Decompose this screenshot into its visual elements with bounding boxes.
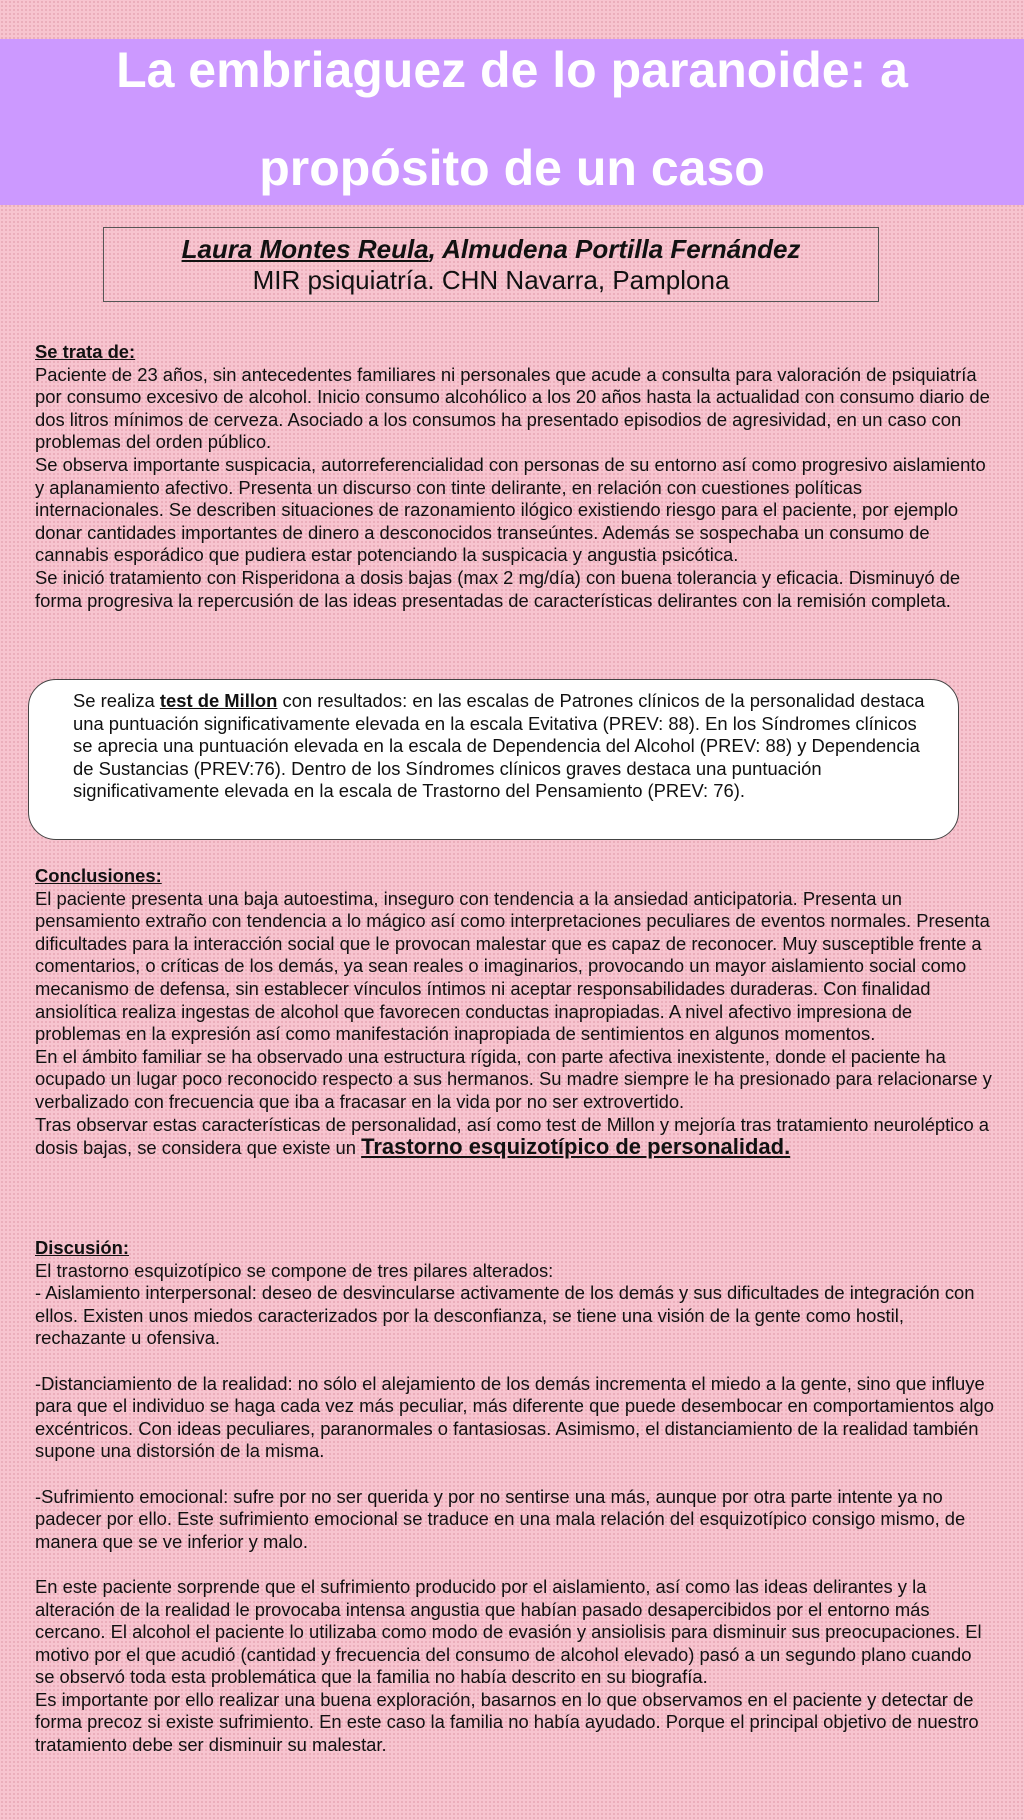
poster-title-line-2: propósito de un caso (259, 140, 765, 196)
paragraph-gap (35, 1350, 995, 1373)
discussion-pillar-1: - Aislamiento interpersonal: deseo de desvincularse activamente de los demás y sus dificultades de integración con ellos. Existen unos miedos caracterizados por la desconfianza, se tiene una visión de la gente como hostil, rechazante u ofensiva. (35, 1282, 975, 1349)
coauthor: Almudena Portilla Fernández (442, 234, 801, 264)
millon-prefix: Se realiza (73, 690, 160, 711)
paragraph-gap (35, 1463, 995, 1486)
millon-results-text (73, 690, 933, 803)
poster-title-line-1: La embriaguez de lo paranoide: a (116, 42, 908, 98)
paragraph-gap (35, 1553, 995, 1576)
conclusions-final-text: Tras observar estas características de personalidad, así como test de Millon y mejoría tras tratamiento neuroléptico a dosis bajas, se considera que existe un (35, 1113, 990, 1159)
conclusions-heading: Conclusiones: (35, 865, 162, 886)
millon-results-box (28, 679, 959, 840)
authors-names (104, 233, 878, 265)
main-author: Laura Montes Reula (181, 234, 429, 264)
discussion-heading: Discusión: (35, 1237, 130, 1258)
case-section (35, 341, 995, 612)
author-separator: , (428, 234, 443, 264)
authors-box (103, 227, 879, 302)
discussion-closing: Es importante por ello realizar una buena exploración, basarnos en lo que observamos en el paciente y detectar de forma precoz si existe sufrimiento. En este caso la familia no había ayudado. Porque el principal objetivo de nuestro tratamiento debe ser disminuir su malestar. (35, 1688, 979, 1756)
diagnosis: Trastorno esquizotípico de personalidad. (361, 1134, 791, 1160)
conclusions-paragraph: En el ámbito familiar se ha observado una estructura rígida, con parte afectiva inexistente, donde el paciente ha ocupado un lugar poco reconocido respecto a sus hermanos. Su madre siempre le ha presionado para relacionarse y verbalizado con frecuencia que iba a fracasar en la vida por no ser extrovertido. (35, 1045, 992, 1112)
discussion-section (35, 1237, 995, 1757)
case-paragraph: Se inició tratamiento con Risperidona a dosis bajas (max 2 mg/día) con buena tolerancia y eficacia. Disminuyó de forma progresiva la repercusión de las ideas presentadas de características delirantes con la remisión completa. (35, 566, 961, 611)
conclusions-paragraph: El paciente presenta una baja autoestima, inseguro con tendencia a la ansiedad anticipatoria. Presenta un pensamiento extraño con tendencia a lo mágico así como interpretaciones peculiares de eventos normales. Presenta dificultades para la interacción social que le provocan malestar que es capaz de reconocer. Muy susceptible frente a comentarios, o críticas de los demás, ya sean reales o imaginarios, provocando un mayor aislamiento social como mecanismo de defensa, sin establecer vínculos íntimos ni aceptar responsabilidades duraderas. Con finalidad ansiolítica realiza ingestas de alcohol que favorecen conductas inapropiadas. A nivel afectivo impresiona de problemas en la expresión así como manifestación inapropiada de sentimientos en algunos momentos. (35, 887, 990, 1045)
case-heading: Se trata de: (35, 341, 136, 362)
case-paragraph: Paciente de 23 años, sin antecedentes familiares ni personales que acude a consulta para valoración de psiquiatría por consumo excesivo de alcohol. Inicio consumo alcohólico a los 20 años hasta la actualidad con consumo diario de dos litros mínimos de cerveza. Asociado a los consumos ha presentado episodios de agresividad, en un caso con problemas del orden público. (35, 363, 990, 453)
conclusions-final (35, 1114, 995, 1160)
discussion-pillar-3: -Sufrimiento emocional: sufre por no ser querida y por no sentirse una más, aunque por otra parte intente ya no padecer por ello. Este sufrimiento emocional se traduce en una mala relación del esquizotípico consigo mismo, de manera que se ve inferior y malo. (35, 1485, 966, 1552)
discussion-patient: En este paciente sorprende que el sufrimiento producido por el aislamiento, así como las ideas delirantes y la alteración de la realidad le provocaba intensa angustia que habían pasado desapercibidos por el entorno más cercano. El alcohol el paciente lo utilizaba como modo de evasión y ansiolisis para disminuir sus preocupaciones. El motivo por el que acudió (cantidad y frecuencia del consumo de alcohol elevado) pasó a un segundo plano cuando se observó toda esta problemática que la familia no había descrito en su biografía. (35, 1575, 982, 1688)
discussion-pillar-2: -Distanciamiento de la realidad: no sólo el alejamiento de los demás incrementa el miedo a la gente, sino que influye para que el individuo se haga cada vez más peculiar, más diferente que puede desembocar en comportamientos algo excéntricos. Con ideas peculiares, paranormales o fantasiosas. Asimismo, el distanciamiento de la realidad también supone una distorsión de la misma. (35, 1372, 994, 1462)
discussion-intro: El trastorno esquizotípico se compone de tres pilares alterados: (35, 1259, 554, 1281)
millon-body: con resultados: en las escalas de Patrones clínicos de la personalidad destaca una puntuación significativamente elevada en la escala Evitativa (PREV: 88). En los Síndromes clínicos se aprecia una puntuación elevada en la escala de Dependencia del Alcohol (PREV: 88) y Dependencia de Sustancias (PREV:76). Dentro de los Síndromes clínicos graves destaca una puntuación significativamente elevada en la escala de Trastorno del Pensamiento (PREV: 76). (73, 690, 925, 802)
conclusions-section (35, 865, 995, 1160)
millon-test-name: test de Millon (159, 690, 278, 711)
case-paragraph: Se observa importante suspicacia, autorreferencialidad con personas de su entorno así como progresivo aislamiento y aplanamiento afectivo. Presenta un discurso con tinte delirante, en relación con cuestiones políticas internacionales. Se describen situaciones de razonamiento ilógico existiendo riesgo para el paciente, por ejemplo donar cantidades importantes de dinero a desconocidos transeúntes. Además se sospechaba un consumo de cannabis esporádico que pudiera estar potenciando la suspicacia y angustia psicótica. (35, 453, 986, 566)
affiliation: MIR psiquiatría. CHN Navarra, Pamplona (252, 265, 730, 295)
